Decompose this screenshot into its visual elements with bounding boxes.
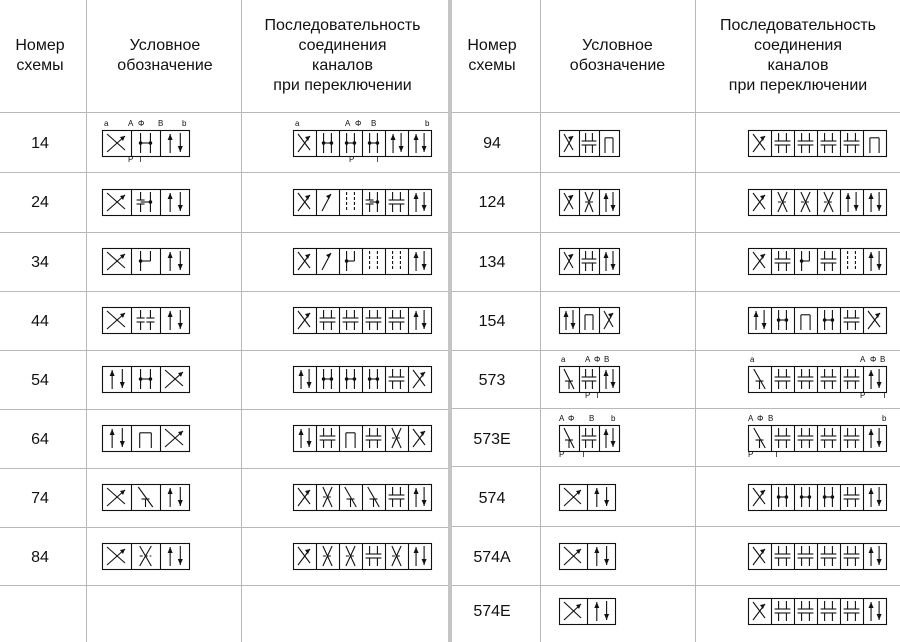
scheme-number-573e: 573E — [473, 431, 511, 448]
valve-symbol-574E — [559, 598, 616, 625]
port-label-phi: Φ — [355, 119, 362, 128]
port-label-t: T — [138, 155, 143, 164]
header-sequence-right: Последовательность соединения каналов при переключении — [720, 17, 876, 94]
port-label-p: P — [860, 391, 866, 400]
valve-symbol-74 — [102, 484, 190, 511]
scheme-number-134: 134 — [478, 254, 506, 271]
connection-sequence-64 — [293, 425, 432, 452]
row-divider — [0, 468, 448, 469]
scheme-number-124: 124 — [478, 194, 506, 211]
port-label-a: a — [750, 355, 755, 364]
column-divider — [540, 0, 541, 642]
port-label-a: A — [860, 355, 866, 364]
port-label-b: B — [768, 414, 774, 423]
header-scheme-number-left: Номер схемы — [15, 37, 65, 74]
port-label-p: P — [128, 155, 134, 164]
row-divider — [0, 232, 448, 233]
header-scheme-number-right: Номер схемы — [467, 37, 517, 74]
port-label-b: b — [182, 119, 187, 128]
column-divider — [86, 0, 87, 642]
valve-symbol-573 — [559, 355, 620, 400]
valve-symbol-94 — [559, 130, 620, 157]
column-divider — [695, 0, 696, 642]
column-divider — [241, 0, 242, 642]
row-divider — [452, 350, 900, 351]
connection-sequence-574E — [748, 598, 887, 625]
scheme-number-573: 573 — [478, 372, 506, 389]
scheme-number-84: 84 — [31, 549, 49, 566]
port-label-p: P — [748, 450, 754, 459]
port-label-t: T — [774, 450, 779, 459]
port-label-phi: Φ — [138, 119, 145, 128]
valve-symbol-574A — [559, 543, 616, 570]
row-divider — [0, 172, 448, 173]
row-divider — [0, 112, 448, 113]
connection-sequence-74 — [293, 484, 432, 511]
port-label-a: A — [585, 355, 591, 364]
scheme-number-574a: 574A — [473, 549, 511, 566]
connection-sequence-574A — [748, 543, 887, 570]
row-divider — [0, 350, 448, 351]
port-label-p: P — [349, 155, 355, 164]
port-label-b: b — [882, 414, 887, 423]
scheme-number-54: 54 — [31, 372, 49, 389]
connection-sequence-573E — [748, 414, 887, 459]
port-label-b: b — [611, 414, 616, 423]
scheme-number-74: 74 — [31, 490, 49, 507]
row-divider — [452, 408, 900, 409]
scheme-number-14: 14 — [31, 135, 49, 152]
port-label-p: P — [585, 391, 591, 400]
row-divider — [452, 232, 900, 233]
port-label-phi: Φ — [568, 414, 575, 423]
port-label-phi: Φ — [870, 355, 877, 364]
connection-sequence-54 — [293, 366, 432, 393]
connection-sequence-574 — [748, 484, 887, 511]
valve-symbol-124 — [559, 189, 620, 216]
valve-symbol-84 — [102, 543, 190, 570]
port-label-phi: Φ — [757, 414, 764, 423]
connection-sequence-134 — [748, 248, 887, 275]
row-divider — [0, 409, 448, 410]
valve-symbol-134 — [559, 248, 620, 275]
port-label-a: a — [561, 355, 566, 364]
port-label-t: T — [581, 450, 586, 459]
row-divider — [452, 585, 900, 586]
port-label-a: a — [104, 119, 109, 128]
row-divider — [452, 112, 900, 113]
scheme-number-64: 64 — [31, 431, 49, 448]
port-label-b: B — [158, 119, 164, 128]
valve-symbol-14 — [102, 119, 190, 164]
port-label-b: B — [880, 355, 886, 364]
connection-sequence-44 — [293, 307, 432, 334]
port-label-b: b — [425, 119, 430, 128]
valve-symbol-573E — [559, 414, 620, 459]
scheme-number-34: 34 — [31, 254, 49, 271]
valve-symbol-24 — [102, 189, 190, 216]
connection-sequence-84 — [293, 543, 432, 570]
scheme-number-44: 44 — [31, 313, 49, 330]
port-label-a: a — [295, 119, 300, 128]
row-divider — [0, 585, 448, 586]
connection-sequence-94 — [748, 130, 887, 157]
connection-sequence-14 — [293, 119, 432, 164]
row-divider — [452, 172, 900, 173]
valve-symbol-64 — [102, 425, 190, 452]
header-symbol-right: Условное обозначение — [569, 37, 666, 74]
port-label-t: T — [882, 391, 887, 400]
port-label-p: P — [559, 450, 565, 459]
scheme-number-24: 24 — [31, 194, 49, 211]
scheme-number-94: 94 — [483, 135, 501, 152]
scheme-number-154: 154 — [478, 313, 506, 330]
connection-sequence-573 — [748, 355, 887, 400]
scheme-number-574e: 574E — [473, 603, 511, 620]
port-label-a: A — [345, 119, 351, 128]
valve-symbol-44 — [102, 307, 190, 334]
row-divider — [0, 291, 448, 292]
port-label-b: B — [589, 414, 595, 423]
port-label-phi: Φ — [594, 355, 601, 364]
port-label-b: B — [604, 355, 610, 364]
port-label-t: T — [595, 391, 600, 400]
valve-symbol-574 — [559, 484, 616, 511]
header-symbol-left: Условное обозначение — [117, 37, 213, 74]
connection-sequence-154 — [748, 307, 887, 334]
scheme-number-574: 574 — [478, 490, 506, 507]
port-label-a: A — [128, 119, 134, 128]
valve-symbol-54 — [102, 366, 190, 393]
port-label-a: A — [748, 414, 754, 423]
row-divider — [0, 527, 448, 528]
port-label-a: A — [559, 414, 565, 423]
port-label-t: T — [375, 155, 380, 164]
connection-sequence-34 — [293, 248, 432, 275]
port-label-b: B — [371, 119, 377, 128]
header-sequence-left: Последовательность соединения каналов при переключении — [264, 17, 421, 94]
row-divider — [452, 466, 900, 467]
valve-symbol-154 — [559, 307, 620, 334]
row-divider — [452, 291, 900, 292]
valve-symbol-34 — [102, 248, 190, 275]
connection-sequence-124 — [748, 189, 887, 216]
connection-sequence-24 — [293, 189, 432, 216]
row-divider — [452, 526, 900, 527]
